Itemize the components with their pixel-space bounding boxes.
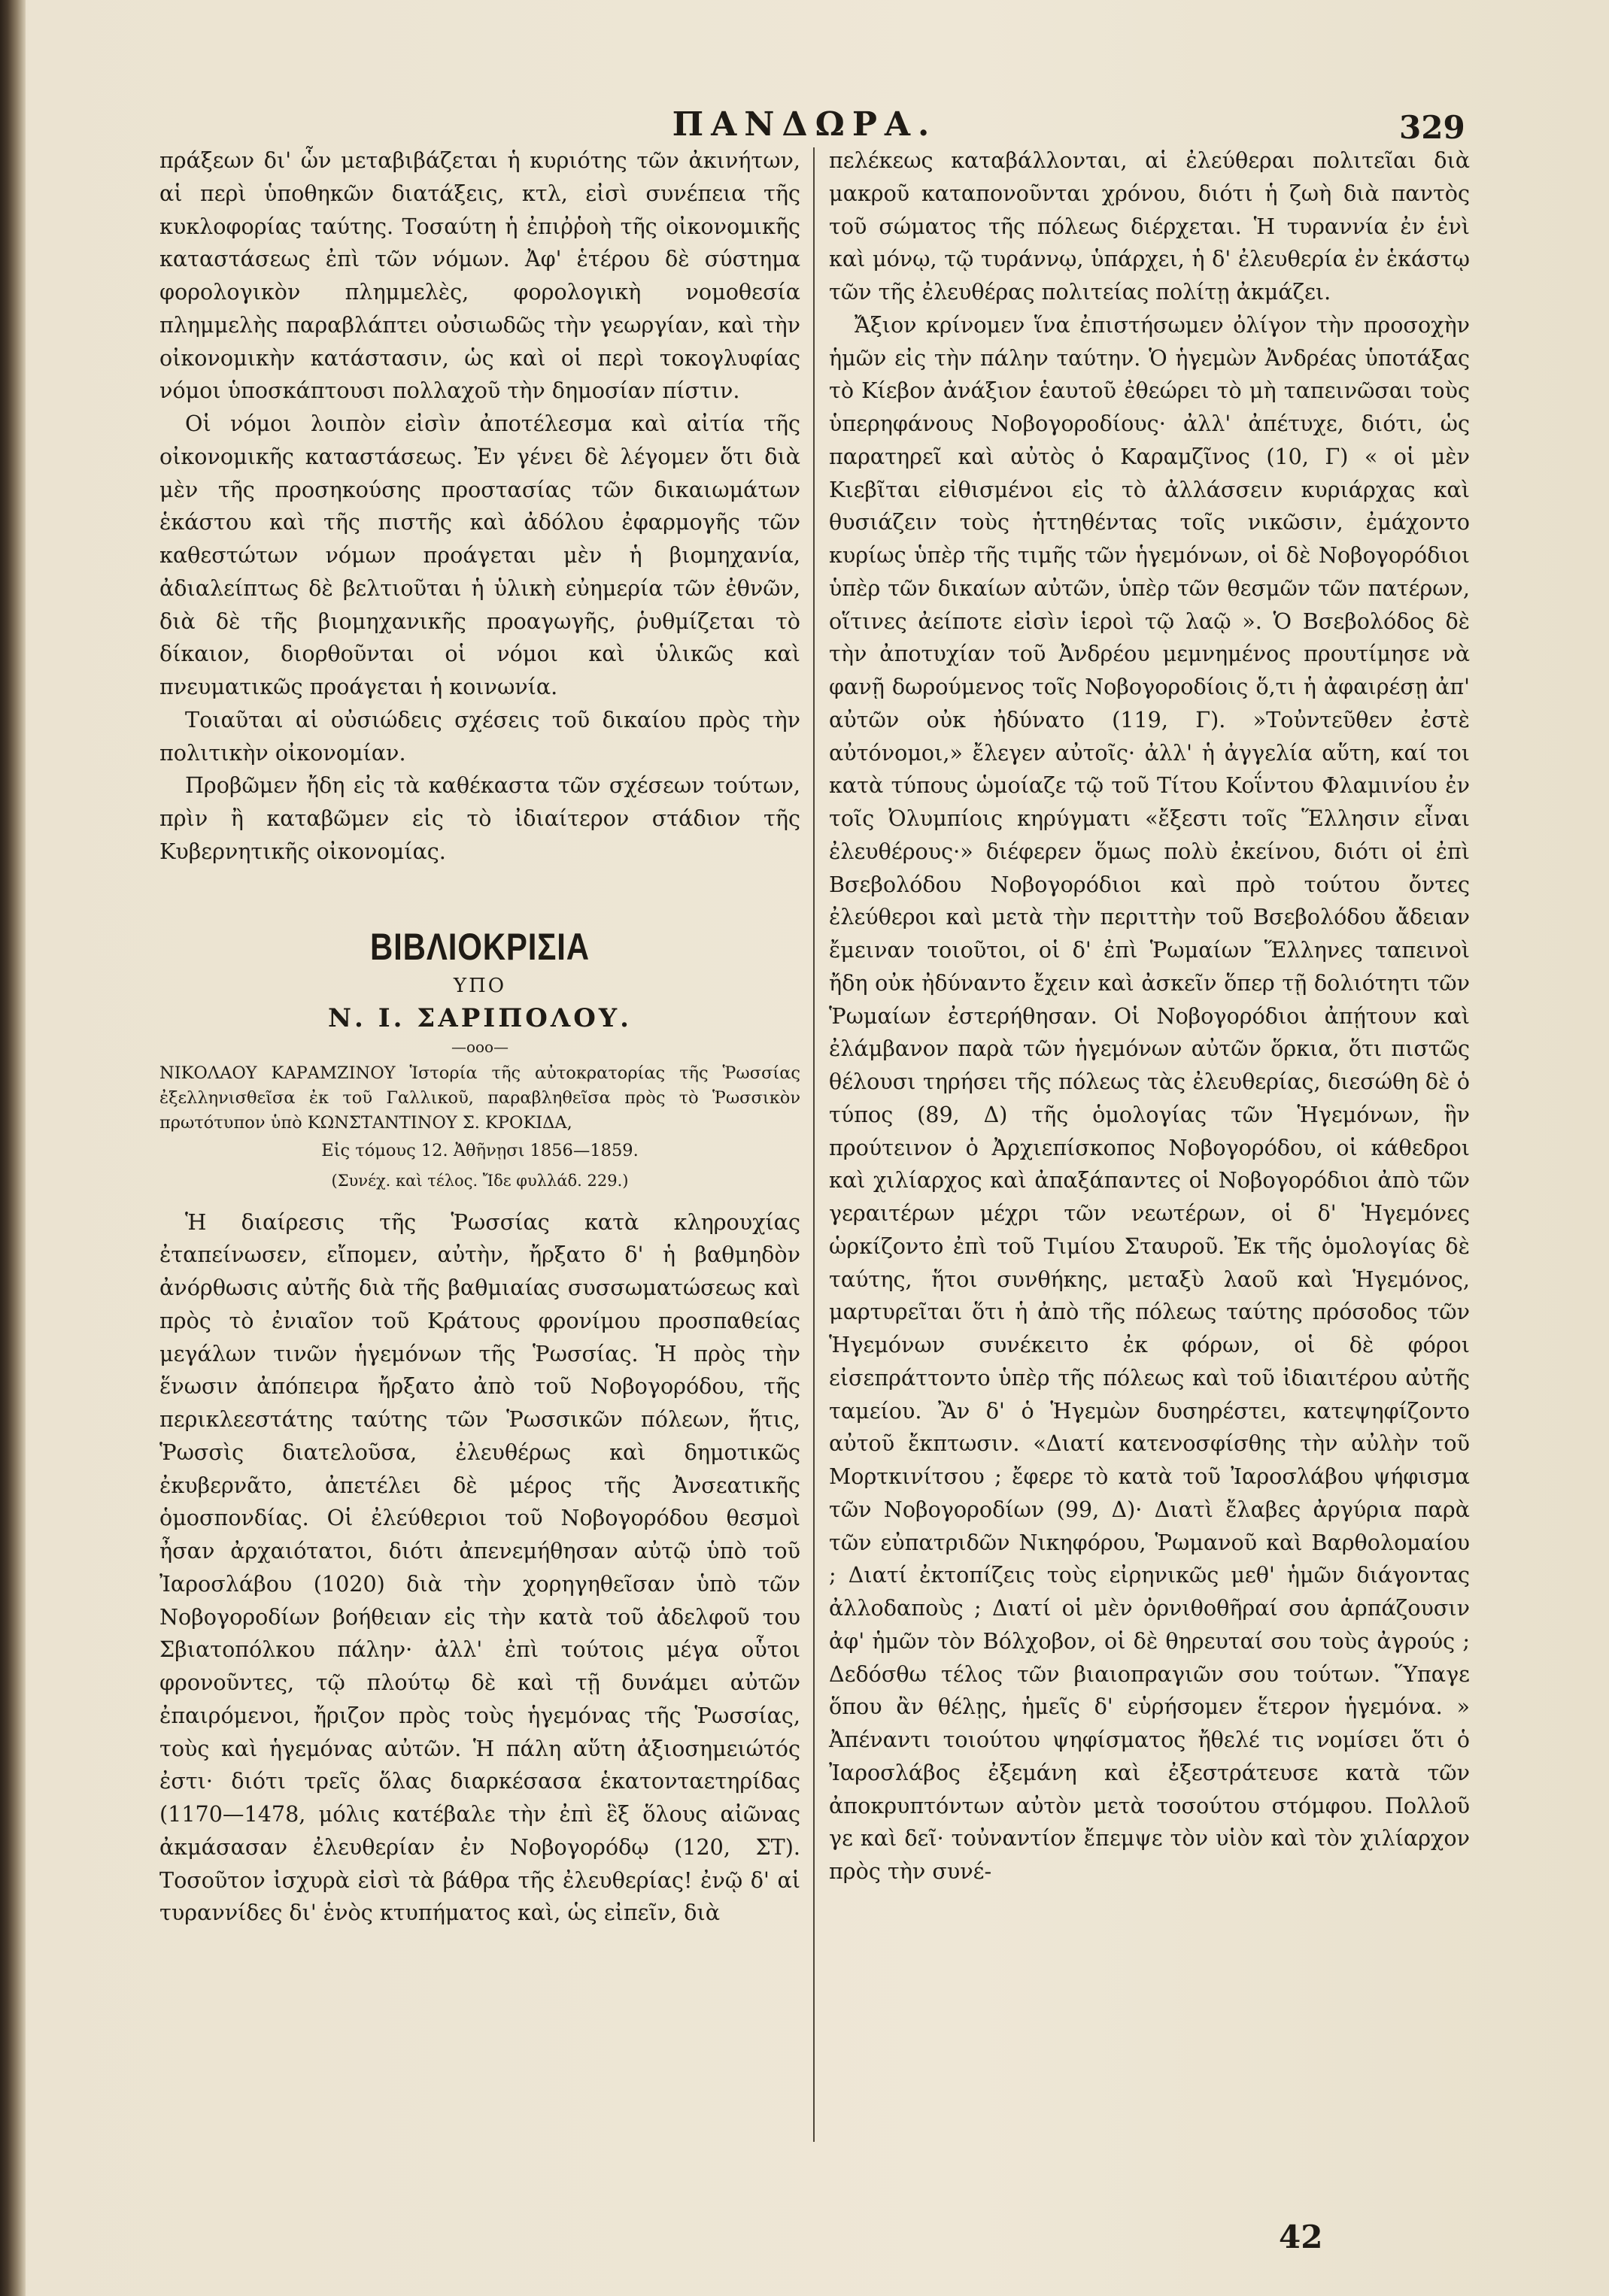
section-heading: ΒΙΒΛΙΟΚΡΙΣΙΑ [369, 925, 590, 968]
left-paragraph-5: Ἡ διαίρεσις τῆς Ῥωσσίας κατὰ κληρουχίας ἐταπείνωσεν, εἴπομεν, αὐτὴν, ἤρξατο δ' ἡ βαθμηδὸν ἀνόρθωσις αὐτῆς διὰ τῆς βαθμιαίας συσσωματώσεως καὶ πρὸς τὸ ἐνιαῖον τοῦ Κράτους φρονίμου προσπαθείας μεγάλων τινῶν ἡγεμόνων τῆς Ῥωσσίας. Ἡ πρὸς τὴν ἕνωσιν ἀπόπειρα ἤρξατο ἀπὸ τοῦ Νοβογορόδου, τῆς περικλεεστάτης ταύτης τῶν Ῥωσσικῶν πόλεων, ἥτις, Ῥωσσὶς διατελοῦσα, ἐλευθέρως καὶ δημοτικῶς ἐκυβερνᾶτο, ἀπετέλει δὲ μέρος τῆς Ἀνσεατικῆς ὁμοσπονδίας. Οἱ ἐλεύθεριοι τοῦ Νοβογορόδου θεσμοὶ ἦσαν ἀρχαιότατοι, διότι ἀπενεμήθησαν αὐτῷ ὑπὸ τοῦ Ἰαροσλάβου (1020) διὰ τὴν χορηγηθεῖσαν ὑπὸ τῶν Νοβογοροδίων βοήθειαν εἰς τὴν κατὰ τοῦ ἀδελφοῦ του Σβιατοπόλκου πάλην· ἀλλ' ἐπὶ τούτοις μέγα οὗτοι φρονοῦντες, τῷ πλούτῳ δὲ καὶ τῇ δυνάμει αὐτῶν ἐπαιρόμενοι, ἤριζον πρὸς τοὺς ἡγεμόνας τῆς Ῥωσσίας, τοὺς καὶ ἡγεμόνας αὐτῶν. Ἡ πάλη αὕτη ἀξιοσημειώτός ἐστι· διότι τρεῖς ὅλας διαρκέσασα ἑκατονταετηρίδας (1170—1478, μόλις κατέβαλε τὴν ἐπὶ ἓξ ὅλους αἰῶνας ἀκμάσασαν ἐλευθερίαν ἐν Νοβογορόδῳ (120, ΣΤ). Τοσοῦτον ἰσχυρὰ εἰσὶ τὰ βάθρα τῆς ἐλευθερίας! ἐνῷ δ' αἱ τυραννίδες δι' ἑνὸς κτυπήματος καὶ, ὡς εἰπεῖν, διὰ [159, 1209, 800, 1926]
left-column [159, 144, 800, 1930]
book-binding-edge [0, 0, 26, 2296]
left-paragraph-4: Προβῶμεν ἤδη εἰς τὰ καθέκαστα τῶν σχέσεων τούτων, πρὶν ἢ καταβῶμεν εἰς τὸ ἰδιαίτερον στάδιον τῆς Κυβερνητικῆς οἰκονομίας. [159, 772, 800, 864]
left-paragraph-1: πράξεων δι' ὧν μεταβιβάζεται ἡ κυριότης τῶν ἀκινήτων, αἱ περὶ ὑποθηκῶν διατάξεις, κτλ, εἰσὶ συνέπεια τῆς κυκλοφορίας ταύτης. Τοσαύτη ἡ ἐπιῤῥοὴ τῆς οἰκονομικῆς καταστάσεως ἐπὶ τῶν νόμων. Ἀφ' ἑτέρου δὲ σύστημα φορολογικὸν πλημμελὲς, φορολογικὴ νομοθεσία πλημμελὴς παραβλάπτει οὐσιωδῶς τὴν γεωργίαν, καὶ τὴν οἰκονομικὴν κατάστασιν, ὡς καὶ οἱ περὶ τοκογλυφίας νόμοι ὑποσκάπτουσι πολλαχοῦ τὴν δημοσίαν πίστιν. [159, 147, 800, 404]
citation-note: (Συνέχ. καὶ τέλος. Ἴδε φυλλάδ. 229.) [331, 1171, 629, 1190]
heading-author: Ν. Ι. ΣΑΡΙΠΟΛΟΥ. [327, 1002, 633, 1033]
left-paragraph-2: Οἱ νόμοι λοιπὸν εἰσὶν ἀποτέλεσμα καὶ αἰτία τῆς οἰκονομικῆς καταστάσεως. Ἐν γένει δὲ λέγομεν ὅτι διὰ μὲν τῆς προσηκούσης προστασίας τῶν δικαιωμάτων ἑκάστου καὶ τῆς πιστῆς καὶ ἀδόλου ἐφαρμογῆς τῶν καθεστώτων νόμων προάγεται μὲν ἡ βιομηχανία, ἀδιαλείπτως δὲ βελτιοῦται ἡ ὑλικὴ εὐημερία τῶν ἐθνῶν, διὰ δὲ τῆς βιομηχανικῆς προαγωγῆς, ῥυθμίζεται τὸ δίκαιον, διορθοῦνται οἱ νόμοι καὶ ὑλικῶς καὶ πνευματικῶς προάγεται ἡ κοινωνία. [159, 411, 800, 699]
right-paragraph-2: Ἄξιον κρίνομεν ἵνα ἐπιστήσωμεν ὀλίγον τὴν προσοχὴν ἡμῶν εἰς τὴν πάλην ταύτην. Ὁ ἡγεμὼν Ἀνδρέας ὑποτάξας τὸ Κίεβον ἀνάξιον ἑαυτοῦ ἐθεώρει τὸ μὴ ταπεινῶσαι τοὺς ὑπερηφάνους Νοβογοροδίους· ἀλλ' ἀπέτυχε, διότι, ὡς παρατηρεῖ καὶ αὐτὸς ὁ Καραμζῖνος (10, Γ) « οἱ μὲν Κιεβῖται εἰθισμένοι εἰς τὸ ἀλλάσσειν κυριάρχας καὶ θυσιάζειν τοὺς ἡττηθέντας τοῖς νικῶσιν, ἐμάχοντο κυρίως ὑπὲρ τῆς τιμῆς τῶν ἡγεμόνων, οἱ δὲ Νοβογορόδιοι ὑπὲρ τῶν δικαίων αὐτῶν, ὑπὲρ τῶν θεσμῶν τῶν πατέρων, οἵτινες ἀείποτε εἰσὶν ἱεροὶ τῷ λαῷ ». Ὁ Βσεβολόδος δὲ τὴν ἀποτυχίαν τοῦ Ἀνδρέου μεμνημένος προυτίμησε νὰ φανῇ δωρούμενος τοῖς Νοβογοροδίοις ὅ,τι ἡ ἀφαιρέσῃ ἀπ' αὐτῶν οὐκ ἠδύνατο (119, Γ). »Τοὐντεῦθεν ἐστὲ αὐτόνομοι,» ἔλεγεν αὐτοῖς· ἀλλ' ἡ ἀγγελία αὕτη, καί τοι κατὰ τύπους ὡμοίαζε τῷ τοῦ Τίτου Κοΐντου Φλαμινίου ἐν τοῖς Ὀλυμπίοις κηρύγματι «ἔξεστι τοῖς Ἕλλησιν εἶναι ἐλευθέρους·» διέφερεν ὅμως πολὺ ἐκείνου, διότι οἱ ἐπὶ Βσεβολόδου Νοβογορόδιοι καὶ πρὸ τούτου ὄντες ἐλεύθεροι καὶ μετὰ τὴν περιττὴν τοῦ Βσεβολόδου ἄδειαν ἔμειναν τοιοῦτοι, οἱ δ' ἐπὶ Ῥωμαίων Ἕλληνες ταπεινοὶ ἤδη οὐκ ἠδύναντο ἔχειν καὶ ἀσκεῖν ὅπερ τῇ δολιότητι τῶν Ῥωμαίων ἐστερήθησαν. Οἱ Νοβογορόδιοι ἀπῄτουν καὶ ἐλάμβανον παρὰ τῶν ἡγεμόνων αὐτῶν ὅρκια, ὅτι πιστῶς θέλουσι τηρήσει τῆς πόλεως τὰς ἐλευθερίας, διεσώθη δὲ ὁ τύπος (89, Δ) τῆς ὁμολογίας τῶν Ἡγεμόνων, ἣν προύτεινον ὁ Ἀρχιεπίσκοπος Νοβογορόδου, οἱ κάθεδροι καὶ χιλίαρχος καὶ ἀπαξάπαντες οἱ Νοβογορόδιοι ἀπὸ τῶν γεραιτέρων μέχρι τῶν νεωτέρων, οἱ δ' Ἡγεμόνες ὡρκίζοντο ἐπὶ τοῦ Τιμίου Σταυροῦ. Ἐκ τῆς ὁμολογίας δὲ ταύτης, ἥτοι συνθήκης, μεταξὺ λαοῦ καὶ Ἡγεμόνος, μαρτυρεῖται ὅτι ἡ ἀπὸ τῆς πόλεως ταύτης πρόσοδος τῶν Ἡγεμόνων συνέκειτο ἐκ φόρων, οἱ δὲ φόροι εἰσεπράττοντο ὑπὲρ τῆς πόλεως καὶ τοῦ ἰδιαιτέρου αὐτῆς ταμείου. Ἂν δ' ὁ Ἡγεμὼν δυσηρέστει, κατεψηφίζοντο αὐτοῦ ἔκπτωσιν. «Διατί κατενοσφίσθης τὴν αὐλὴν τοῦ Μορτκινίτσου ; ἔφερε τὸ κατὰ τοῦ Ἰαροσλάβου ψήφισμα τῶν Νοβογοροδίων (99, Δ)· Διατὶ ἔλαβες ἀργύρια παρὰ τῶν εὐπατριδῶν Νικηφόρου, Ῥωμανοῦ καὶ Βαρθολομαίου ; Διατί ἐκτοπίζεις τοὺς εἰρηνικῶς μεθ' ἡμῶν διάγοντας ἀλλοδαποὺς ; Διατί οἱ μὲν ὀρνιθοθῆραί σου ἁρπάζουσιν ἀφ' ἡμῶν τὸν Βόλχοβον, οἱ δὲ θηρευταί σου τοὺς ἀγρούς ; Δεδόσθω τέλος τῶν βιαιοπραγιῶν σου τούτων. Ὕπαγε ὅπου ἂν θέλῃς, ἡμεῖς δ' εὑρήσομεν ἕτερον ἡγεμόνα. » Ἀπέναντι τοιούτου ψηφίσματος ἤθελέ τις νομίσει ὅτι ὁ Ἰαροσλάβος ἐξεμάνη καὶ ἐξεστράτευσε κατὰ τῶν ἀποκρυπτόντων αὐτὸν μετὰ τοσούτου στόμφου. Πολλοῦ γε καὶ δεῖ· τοὐναντίον ἔπεμψε τὸν υἱὸν καὶ τὸν χιλίαρχον πρὸς τὴν συνέ- [829, 311, 1470, 1884]
heading-divider: —ooo— [451, 1037, 509, 1056]
printer-signature: 42 [1279, 2219, 1323, 2255]
running-title: ΠΑΝΔΩΡΑ. [672, 105, 937, 144]
citation-volumes: Εἰς τόμους 12. Ἀθῆνῃσι 1856—1859. [321, 1140, 639, 1160]
page-number: 329 [1399, 109, 1465, 146]
heading-by-line: ΥΠΟ [453, 974, 507, 997]
left-paragraph-3: Τοιαῦται αἱ οὐσιώδεις σχέσεις τοῦ δικαίου πρὸς τὴν πολιτικὴν οἰκονομίαν. [159, 706, 800, 766]
right-column [829, 144, 1470, 1888]
review-heading-block [159, 923, 800, 1058]
right-paragraph-1: πελέκεως καταβάλλονται, αἱ ἐλεύθεραι πολιτεῖαι διὰ μακροῦ καταπονοῦνται χρόνου, διότι ἡ ζωὴ διὰ παντὸς τοῦ σώματος τῆς πόλεως διέρχεται. Ἡ τυραννία ἐν ἑνὶ καὶ μόνῳ, τῷ τυράννῳ, ὑπάρχει, ἡ δ' ἐλευθερία ἐν ἑκάστῳ τῶν τῆς ἐλευθέρας πολιτείας πολίτῃ ἀκμάζει. [829, 147, 1470, 305]
column-divider [813, 147, 815, 2142]
book-citation: ΝΙΚΟΛΑΟΥ ΚΑΡΑΜΖΙΝΟΥ Ἱστορία τῆς αὐτοκρατορίας τῆς Ῥωσσίας ἐξελληνισθεῖσα ἐκ τοῦ Γαλλικοῦ, παραβληθεῖσα πρὸς τὸ Ῥωσσικὸν πρωτότυπον ὑπὸ ΚΩΝΣΤΑΝΤΙΝΟΥ Σ. ΚΡΟΚΙΔΑ, [159, 1063, 800, 1133]
